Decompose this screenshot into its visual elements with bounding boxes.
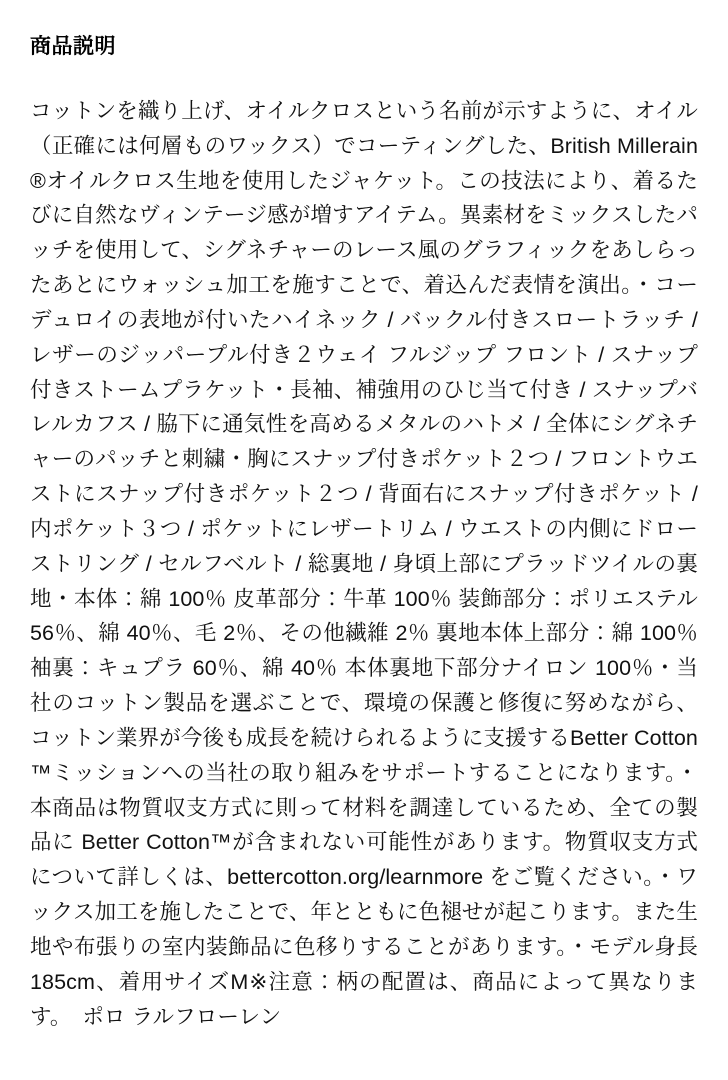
- page-title: 商品説明: [30, 35, 116, 58]
- product-description-text: コットンを織り上げ、オイルクロスという名前が示すように、オイル（正確には何層ものワックス）でコーティングした、British Millerain®オイルクロス生地を使用したジャケット。この技法により、着るたびに自然なヴィンテージ感が増すアイテム。異素材をミックスしたパッチを使用して、シグネチャーのレース風のグラフィックをあしらったあとにウォッシュ加工を施すことで、着込んだ表情を演出。・コーデュロイの表地が付いたハイネック / バックル付きスロートラッチ / レザーのジッパープル付き２ウェイ フルジップ フロント / スナップ付きストームプラケット・長袖、補強用のひじ当て付き / スナップバレルカフス / 脇下に通気性を高めるメタルのハトメ / 全体にシグネチャーのパッチと刺繍・胸にスナップ付きポケット２つ / フロントウエストにスナップ付きポケット２つ / 背面右にスナップ付きポケット / 内ポケット３つ / ポケットにレザートリム / ウエストの内側にドローストリング / セルフベルト / 総裏地 / 身頃上部にプラッドツイルの裏地・本体：綿 100％ 皮革部分：牛革 100％ 装飾部分：ポリエステル 56％、綿 40％、毛 2％、その他繊維 2％ 裏地本体上部分：綿 100％ 袖裏：キュプラ 60％、綿 40％ 本体裏地下部分ナイロン 100％・当社のコットン製品を選ぶことで、環境の保護と修復に努めながら、コットン業界が今後も成長を続けられるように支援するBetter Cotton™ミッションへの当社の取り組みをサポートすることになります。・本商品は物質収支方式に則って材料を調達しているため、全ての製品に Better Cotton™が含まれない可能性があります。物質収支方式について詳しくは、bettercotton.org/learnmore をご覧ください。・ワックス加工を施したことで、年とともに色褪せが起こります。また生地や布張りの室内装飾品に色移りすることがあります。・モデル身長185cm、着用サイズM※注意：柄の配置は、商品によって異なります。 ポロ ラルフローレン: [30, 99, 698, 1029]
